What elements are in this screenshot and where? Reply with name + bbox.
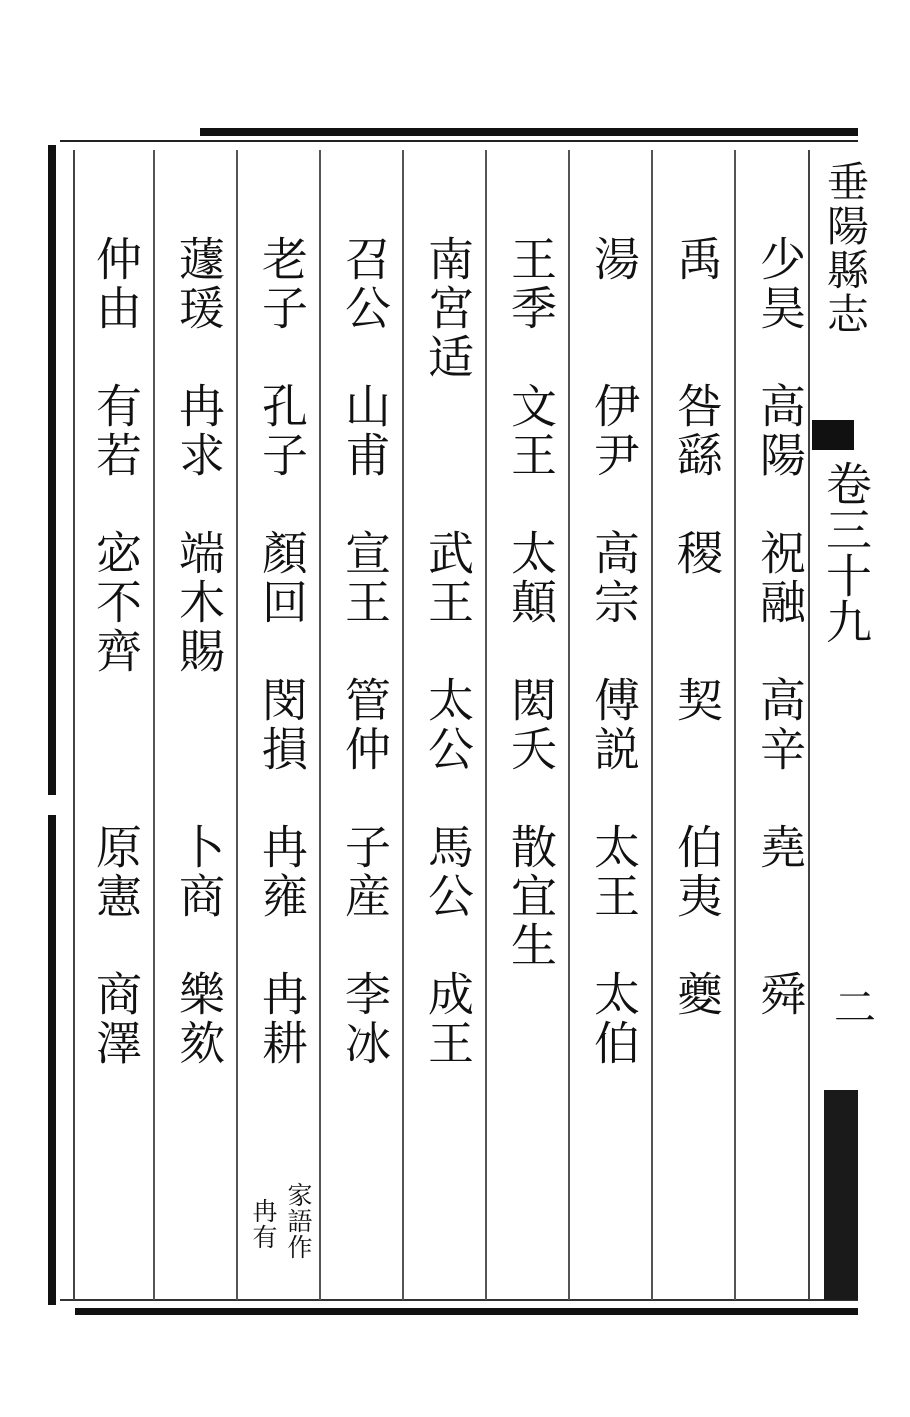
- text-column: 仲由 有若 宓不齊 原憲 商澤: [89, 235, 143, 1068]
- column-divider: [153, 150, 155, 1300]
- text-column: 少昊 高陽 祝融 高辛 堯 舜: [753, 235, 807, 1019]
- column-divider: [651, 150, 653, 1300]
- column-divider: [485, 150, 487, 1300]
- column-divider: [236, 150, 238, 1300]
- annotation-note: 冉有: [249, 1198, 278, 1250]
- text-column: 湯 伊尹 高宗 傅説 太王 太伯: [587, 235, 641, 1068]
- text-column: 蘧瑗 冉求 端木賜 卜商 樂欬: [172, 235, 226, 1068]
- banner-title: 垂陽縣志: [821, 160, 870, 336]
- text-column: 老子 孔子 顏回 閔損 冉雍 冉耕: [255, 235, 309, 1068]
- column-divider: [402, 150, 404, 1300]
- annotation-note: 家語作: [284, 1182, 313, 1260]
- banner-page-number: 二: [828, 985, 877, 1027]
- bottom-border: [75, 1308, 858, 1315]
- text-column: 禹 咎繇 稷 契 伯夷 夔: [670, 235, 724, 1019]
- left-border-thin: [73, 150, 75, 1300]
- banner-dark-block: [824, 1090, 858, 1300]
- column-divider: [319, 150, 321, 1300]
- left-border-upper: [48, 145, 56, 795]
- banner-volume: 卷三十九: [819, 460, 873, 644]
- top-border-thin: [60, 140, 858, 142]
- fish-tail-mark: [812, 420, 854, 450]
- column-divider: [734, 150, 736, 1300]
- bottom-border-thin: [60, 1299, 858, 1301]
- column-divider: [568, 150, 570, 1300]
- top-border: [200, 128, 858, 136]
- text-column: 召公 山甫 宣王 管仲 子産 李冰: [338, 235, 392, 1068]
- text-column: 王季 文王 太顛 閎夭 散宜生: [504, 235, 558, 970]
- text-column: 南宮适 武王 太公 馬公 成王: [421, 235, 475, 1068]
- left-border-lower: [48, 815, 56, 1305]
